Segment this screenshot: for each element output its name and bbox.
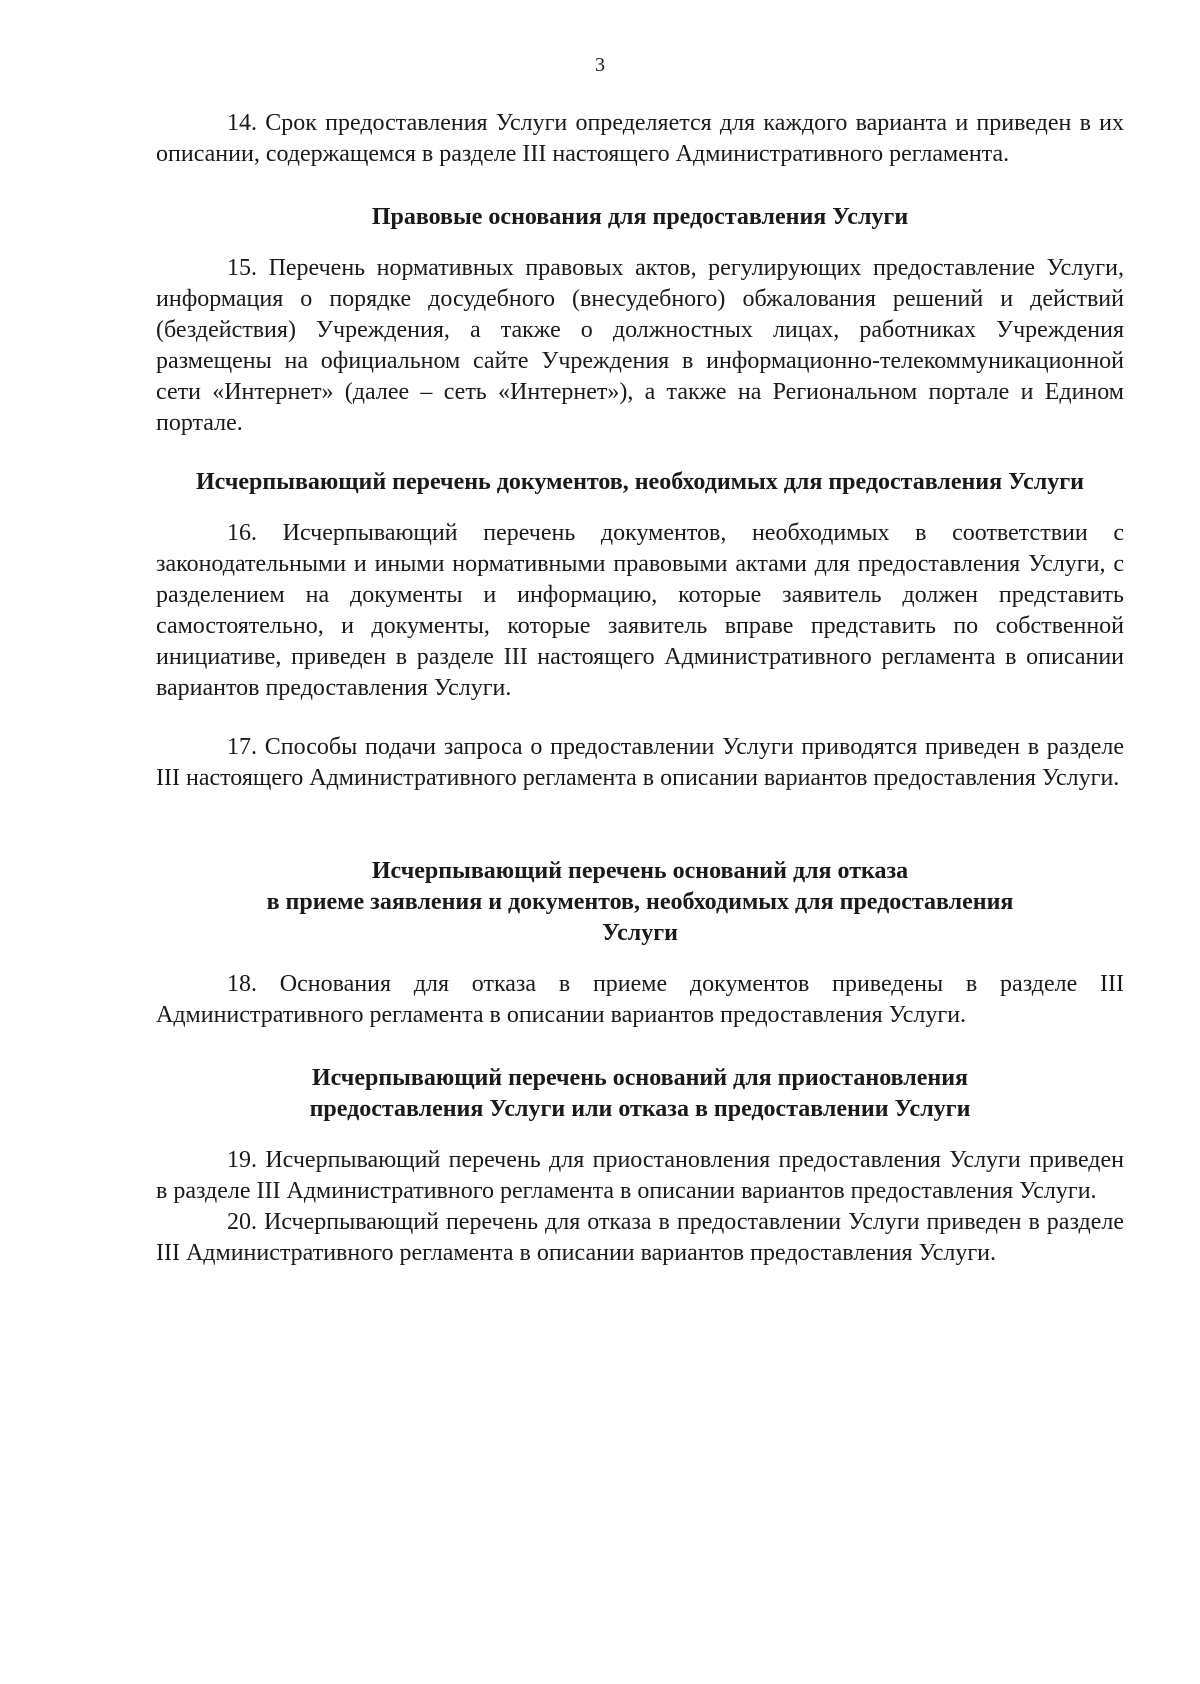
- document-body: [156, 108, 1124, 1269]
- heading-refusal-line-3: Услуги: [602, 920, 678, 946]
- paragraph-14: 14. Срок предоставления Услуги определяется для каждого варианта и приведен в их описании, содержащемся в разделе III настоящего Административного регламента.: [156, 110, 1124, 167]
- paragraph-19: 19. Исчерпывающий перечень для приостановления предоставления Услуги приведен в разделе III Административного регламента в описании вариантов предоставления Услуги.: [156, 1147, 1124, 1204]
- heading-suspension-line-2: предоставления Услуги или отказа в предоставлении Услуги: [309, 1096, 971, 1122]
- heading-refusal-line-1: Исчерпывающий перечень оснований для отказа: [371, 858, 909, 884]
- heading-refusal-grounds: [156, 856, 1124, 949]
- page-number: 3: [595, 54, 605, 76]
- heading-suspension-grounds: [156, 1063, 1124, 1125]
- heading-legal-grounds: Правовые основания для предоставления Услуги: [371, 204, 909, 230]
- heading-refusal-line-2: в приеме заявления и документов, необходимых для предоставления: [266, 889, 1014, 915]
- paragraph-20: 20. Исчерпывающий перечень для отказа в предоставлении Услуги приведен в разделе III Административного регламента в описании вариантов предоставления Услуги.: [156, 1209, 1124, 1266]
- paragraph-18: 18. Основания для отказа в приеме документов приведены в разделе III Административного регламента в описании вариантов предоставления Услуги.: [156, 971, 1124, 1028]
- paragraph-17: 17. Способы подачи запроса о предоставлении Услуги приводятся приведен в разделе III настоящего Административного регламента в описании вариантов предоставления Услуги.: [156, 734, 1124, 791]
- paragraph-16: 16. Исчерпывающий перечень документов, необходимых в соответствии с законодательными и иными нормативными правовыми актами для предоставления Услуги, с разделением на документы и информацию, которые заявитель должен представить самостоятельно, и документы, которые заявитель вправе представить по собственной инициативе, приведен в разделе III настоящего Административного регламента в описании вариантов предоставления Услуги.: [156, 520, 1124, 701]
- heading-documents-list: Исчерпывающий перечень документов, необходимых для предоставления Услуги: [196, 469, 1084, 495]
- heading-suspension-line-1: Исчерпывающий перечень оснований для приостановления: [311, 1065, 969, 1091]
- paragraph-15: 15. Перечень нормативных правовых актов, регулирующих предоставление Услуги, информация о порядке досудебного (внесудебного) обжалования решений и действий (бездействия) Учреждения, а также о должностных лицах, работниках Учреждения размещены на официальном сайте Учреждения в информационно-телекоммуникационной сети «Интернет» (далее – сеть «Интернет»), а также на Региональном портале и Едином портале.: [156, 255, 1124, 436]
